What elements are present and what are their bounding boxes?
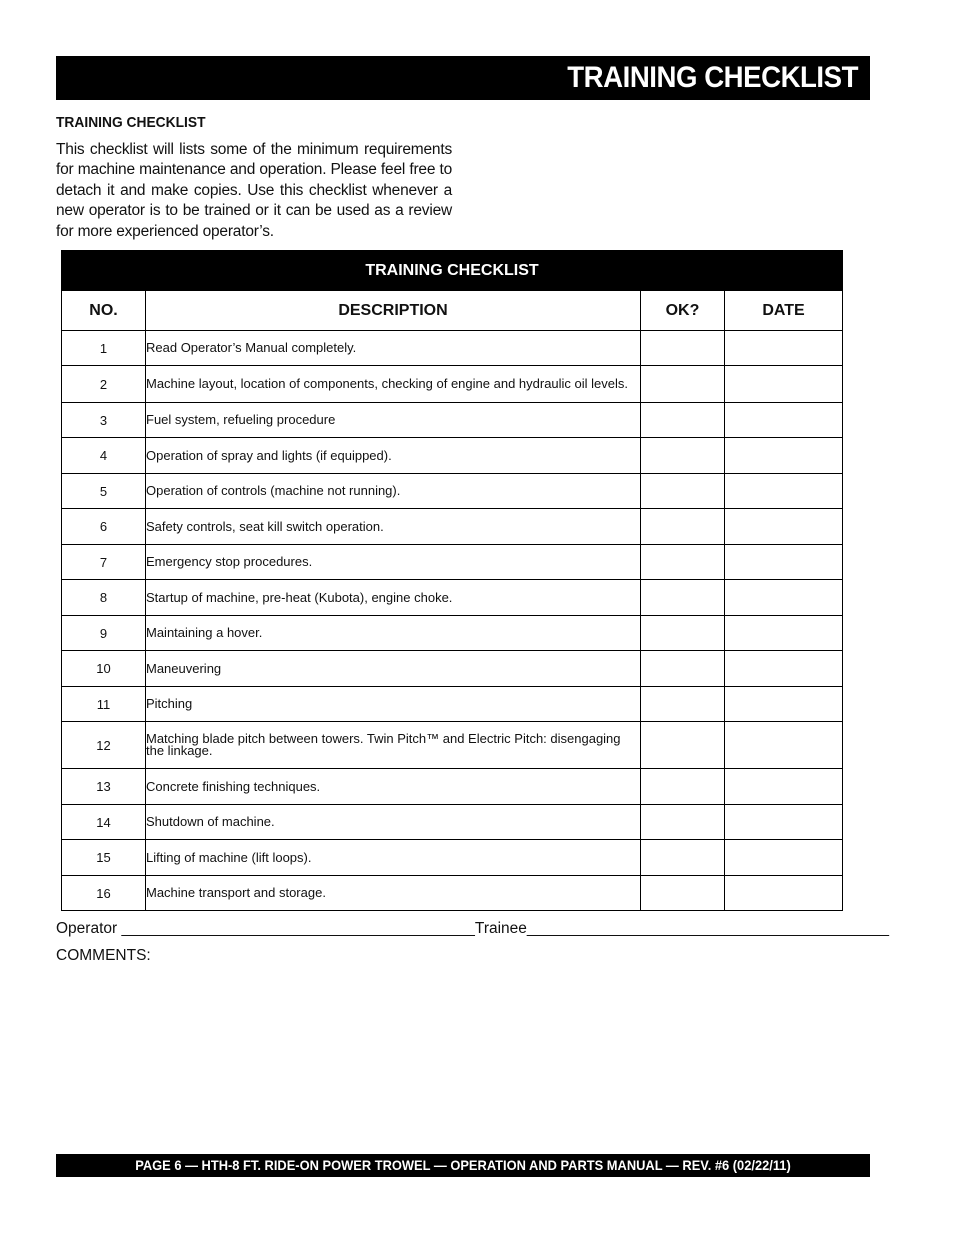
row-number: 1 [62,331,146,366]
row-ok-cell[interactable] [641,876,725,911]
row-number: 2 [62,366,146,403]
table-title-row [62,251,843,291]
row-number: 4 [62,438,146,474]
table-row [62,580,843,616]
row-ok-cell[interactable] [641,438,725,474]
row-ok-cell[interactable] [641,580,725,616]
row-number: 9 [62,616,146,651]
row-ok-cell[interactable] [641,722,725,769]
operator-label: Operator [56,920,118,937]
row-ok-cell[interactable] [641,687,725,722]
row-date-cell[interactable] [725,722,843,769]
row-ok-cell[interactable] [641,509,725,545]
table-body [62,331,843,911]
row-ok-cell[interactable] [641,616,725,651]
row-description: Safety controls, seat kill switch operation. [146,509,641,545]
table-row [62,769,843,805]
column-header-ok: OK? [641,291,725,331]
row-date-cell[interactable] [725,651,843,687]
table-row [62,438,843,474]
footer-text: PAGE 6 — HTH-8 FT. RIDE-ON POWER TROWEL — OPERATION AND PARTS MANUAL — REV. #6 (02/22/11) [135,1157,791,1173]
operator-signature-field[interactable]: _________________________________________ [121,920,475,937]
row-number: 16 [62,876,146,911]
row-date-cell[interactable] [725,840,843,876]
page-footer-bar [56,1154,870,1177]
row-date-cell[interactable] [725,687,843,722]
row-ok-cell[interactable] [641,331,725,366]
row-description: Maintaining a hover. [146,616,641,651]
row-ok-cell[interactable] [641,651,725,687]
page-header-bar [56,56,870,100]
row-number: 7 [62,545,146,580]
row-number: 12 [62,722,146,769]
row-ok-cell[interactable] [641,366,725,403]
row-number: 11 [62,687,146,722]
trainee-label: Trainee [474,920,527,937]
comments-label: COMMENTS: [56,947,151,964]
table-row [62,616,843,651]
row-description: Machine transport and storage. [146,876,641,911]
row-number: 13 [62,769,146,805]
row-date-cell[interactable] [725,805,843,840]
row-date-cell[interactable] [725,403,843,438]
row-description: Machine layout, location of components, checking of engine and hydraulic oil levels. [146,366,641,403]
row-description: Fuel system, refueling procedure [146,403,641,438]
row-description: Operation of controls (machine not running). [146,474,641,509]
row-description: Shutdown of machine. [146,805,641,840]
row-description: Lifting of machine (lift loops). [146,840,641,876]
row-ok-cell[interactable] [641,805,725,840]
row-ok-cell[interactable] [641,840,725,876]
row-number: 3 [62,403,146,438]
row-date-cell[interactable] [725,545,843,580]
table-row [62,687,843,722]
row-date-cell[interactable] [725,876,843,911]
row-ok-cell[interactable] [641,403,725,438]
column-header-no: NO. [62,291,146,331]
table-row [62,331,843,366]
table-row [62,651,843,687]
row-description: Pitching [146,687,641,722]
table-row [62,403,843,438]
intro-paragraph: This checklist will lists some of the minimum requirements for machine maintenance and operation. Please feel free to detach it and make copies. Use this checklist whenever a new operator is to be trained or it can be used as a review for more experienced operator’s. [56,141,452,240]
section-heading: TRAINING CHECKLIST [56,114,206,131]
row-date-cell[interactable] [725,438,843,474]
training-checklist-table [61,250,843,911]
row-description: Emergency stop procedures. [146,545,641,580]
table-row [62,366,843,403]
row-date-cell[interactable] [725,366,843,403]
row-ok-cell[interactable] [641,474,725,509]
row-description: Operation of spray and lights (if equipped). [146,438,641,474]
row-number: 15 [62,840,146,876]
row-date-cell[interactable] [725,509,843,545]
row-number: 14 [62,805,146,840]
signature-line [56,920,889,938]
table-header-row [62,291,843,331]
table-row [62,840,843,876]
table-row [62,545,843,580]
table-row [62,805,843,840]
row-date-cell[interactable] [725,769,843,805]
row-date-cell[interactable] [725,580,843,616]
row-number: 5 [62,474,146,509]
table-title: TRAINING CHECKLIST [62,251,843,291]
table-row [62,474,843,509]
row-ok-cell[interactable] [641,545,725,580]
row-date-cell[interactable] [725,616,843,651]
table-row [62,509,843,545]
page-title: TRAINING CHECKLIST [567,61,858,94]
row-description: Startup of machine, pre-heat (Kubota), engine choke. [146,580,641,616]
row-ok-cell[interactable] [641,769,725,805]
column-header-description: DESCRIPTION [146,291,641,331]
row-date-cell[interactable] [725,331,843,366]
row-number: 8 [62,580,146,616]
table-row [62,722,843,769]
table-row [62,876,843,911]
row-date-cell[interactable] [725,474,843,509]
row-number: 6 [62,509,146,545]
column-header-date: DATE [725,291,843,331]
row-description: Maneuvering [146,651,641,687]
row-description: Concrete finishing techniques. [146,769,641,805]
row-number: 10 [62,651,146,687]
trainee-signature-field[interactable]: __________________________________________ [526,920,889,937]
row-description: Read Operator’s Manual completely. [146,331,641,366]
row-description: Matching blade pitch between towers. Twin Pitch™ and Electric Pitch: disengaging the linkage. [146,722,641,769]
